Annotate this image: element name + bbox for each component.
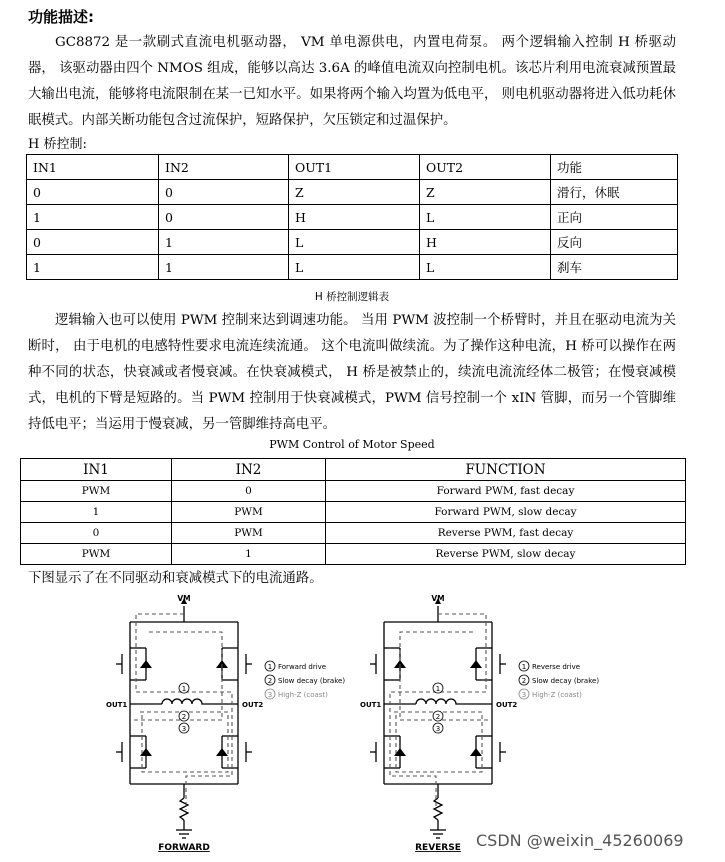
forward-title: FORWARD bbox=[158, 843, 210, 853]
table-cell: PWM bbox=[21, 481, 172, 502]
forward-circuit-diagram bbox=[102, 592, 346, 854]
table-cell: 0 bbox=[27, 180, 159, 205]
table-cell: 1 bbox=[172, 544, 326, 565]
reverse-title: REVERSE bbox=[415, 843, 461, 853]
table-cell: 0 bbox=[172, 481, 326, 502]
path-marker-3: 3 bbox=[435, 725, 441, 733]
table-cell: 反向 bbox=[551, 230, 678, 255]
table-cell: H bbox=[420, 230, 551, 255]
table-cell: 1 bbox=[27, 255, 159, 280]
table-header-cell: IN1 bbox=[21, 459, 172, 481]
table-cell: 1 bbox=[159, 230, 289, 255]
path-marker-3: 3 bbox=[181, 725, 187, 733]
out2-label: OUT2 bbox=[242, 701, 264, 709]
table-cell: 0 bbox=[27, 230, 159, 255]
h-bridge-table bbox=[26, 154, 678, 280]
table-cell: 0 bbox=[159, 180, 289, 205]
table-row bbox=[27, 205, 678, 230]
table-cell: L bbox=[420, 205, 551, 230]
legend-text: High-Z (coast) bbox=[532, 691, 582, 699]
out1-label: OUT1 bbox=[360, 701, 382, 709]
table-cell: 正向 bbox=[551, 205, 678, 230]
legend-num: 1 bbox=[521, 663, 527, 671]
pwm-table-caption: PWM Control of Motor Speed bbox=[269, 438, 435, 451]
diagram-intro: 下图显示了在不同驱动和衰减模式下的电流通路。 bbox=[28, 571, 323, 586]
table-row bbox=[27, 230, 678, 255]
table-cell: 刹车 bbox=[551, 255, 678, 280]
table-cell: PWM bbox=[21, 544, 172, 565]
legend-num: 1 bbox=[267, 663, 273, 671]
path-marker-2: 2 bbox=[435, 713, 441, 721]
pwm-table bbox=[20, 458, 686, 565]
table-cell: Reverse PWM, slow decay bbox=[326, 544, 686, 565]
table-row bbox=[21, 523, 686, 544]
intro-paragraph: GC8872 是一款刷式直流电机驱动器， VM 单电源供电，内置电荷泵。 两个逻辑输入控制 H 桥驱动器， 该驱动器由四个 NMOS 组成，能够以高达 3.6A 的峰值电流双向控制电机。该芯片利用电流衰减预置最大输出电流，能够将电流限制在某一已知水平。如果将两个输入均置为低电平， 则电机驱动器将进入低功耗休眠模式。内部关断功能包含过流保护，短路保护，欠压锁定和过温保护。 bbox=[28, 35, 676, 128]
vm-label: VM bbox=[177, 594, 191, 603]
table-header-cell: OUT1 bbox=[289, 155, 420, 180]
path-marker-1: 1 bbox=[181, 685, 187, 693]
table-cell: Z bbox=[289, 180, 420, 205]
path-marker-1: 1 bbox=[435, 685, 441, 693]
table-header-row bbox=[21, 459, 686, 481]
h-bridge-label: H 桥控制: bbox=[28, 137, 87, 152]
out1-label: OUT1 bbox=[106, 701, 128, 709]
legend-num: 2 bbox=[521, 677, 527, 685]
legend-num: 2 bbox=[267, 677, 273, 685]
table-cell: 1 bbox=[27, 205, 159, 230]
pwm-paragraph: 逻辑输入也可以使用 PWM 控制来达到调速功能。 当用 PWM 波控制一个桥臂时，并且在驱动电流为关断时， 由于电机的电感特性要求电流连续流通。 这个电流叫做续流。为了操作这种电流，H 桥可以操作在两种不同的状态，快衰减或者慢衰减。在快衰减模式， H 桥是被禁止的，续流电流流经体二极管；在慢衰减模式，电机的下臂是短路的。当 PWM 控制用于快衰减模式，PWM 信号控制一个 xIN 管脚，而另一个管脚维持低电平；当运用于慢衰减，另一管脚维持高电平。 bbox=[28, 313, 676, 432]
table-cell: L bbox=[420, 255, 551, 280]
table-cell: Z bbox=[420, 180, 551, 205]
table-cell: PWM bbox=[172, 523, 326, 544]
table-row bbox=[21, 544, 686, 565]
legend-num: 3 bbox=[267, 691, 273, 699]
table-cell: 1 bbox=[159, 255, 289, 280]
legend-text: Forward drive bbox=[278, 663, 327, 671]
table-header-cell: IN2 bbox=[159, 155, 289, 180]
legend-text: Reverse drive bbox=[532, 663, 581, 671]
legend-text: Slow decay (brake) bbox=[532, 677, 600, 685]
table-cell: L bbox=[289, 230, 420, 255]
table-header-cell: FUNCTION bbox=[326, 459, 686, 481]
h-table-caption: H 桥控制逻辑表 bbox=[314, 291, 390, 303]
vm-label: VM bbox=[431, 594, 445, 603]
path-marker-2: 2 bbox=[181, 713, 187, 721]
legend-num: 3 bbox=[521, 691, 527, 699]
table-header-row bbox=[27, 155, 678, 180]
table-cell: 滑行，休眠 bbox=[551, 180, 678, 205]
reverse-circuit-diagram bbox=[356, 592, 600, 854]
table-cell: 1 bbox=[21, 502, 172, 523]
table-header-cell: 功能 bbox=[551, 155, 678, 180]
table-cell: L bbox=[289, 255, 420, 280]
watermark: CSDN @weixin_45260069 bbox=[476, 831, 684, 850]
legend-text: Slow decay (brake) bbox=[278, 677, 346, 685]
table-cell: 0 bbox=[159, 205, 289, 230]
table-row bbox=[27, 180, 678, 205]
table-row bbox=[21, 481, 686, 502]
out2-label: OUT2 bbox=[496, 701, 518, 709]
legend-text: High-Z (coast) bbox=[278, 691, 328, 699]
table-cell: Forward PWM, fast decay bbox=[326, 481, 686, 502]
section-title: 功能描述: bbox=[28, 8, 94, 26]
table-cell: Reverse PWM, fast decay bbox=[326, 523, 686, 544]
table-header-cell: IN2 bbox=[172, 459, 326, 481]
table-header-cell: OUT2 bbox=[420, 155, 551, 180]
table-row bbox=[27, 255, 678, 280]
table-cell: PWM bbox=[172, 502, 326, 523]
table-cell: Forward PWM, slow decay bbox=[326, 502, 686, 523]
table-header-cell: IN1 bbox=[27, 155, 159, 180]
table-row bbox=[21, 502, 686, 523]
table-cell: 0 bbox=[21, 523, 172, 544]
table-cell: H bbox=[289, 205, 420, 230]
